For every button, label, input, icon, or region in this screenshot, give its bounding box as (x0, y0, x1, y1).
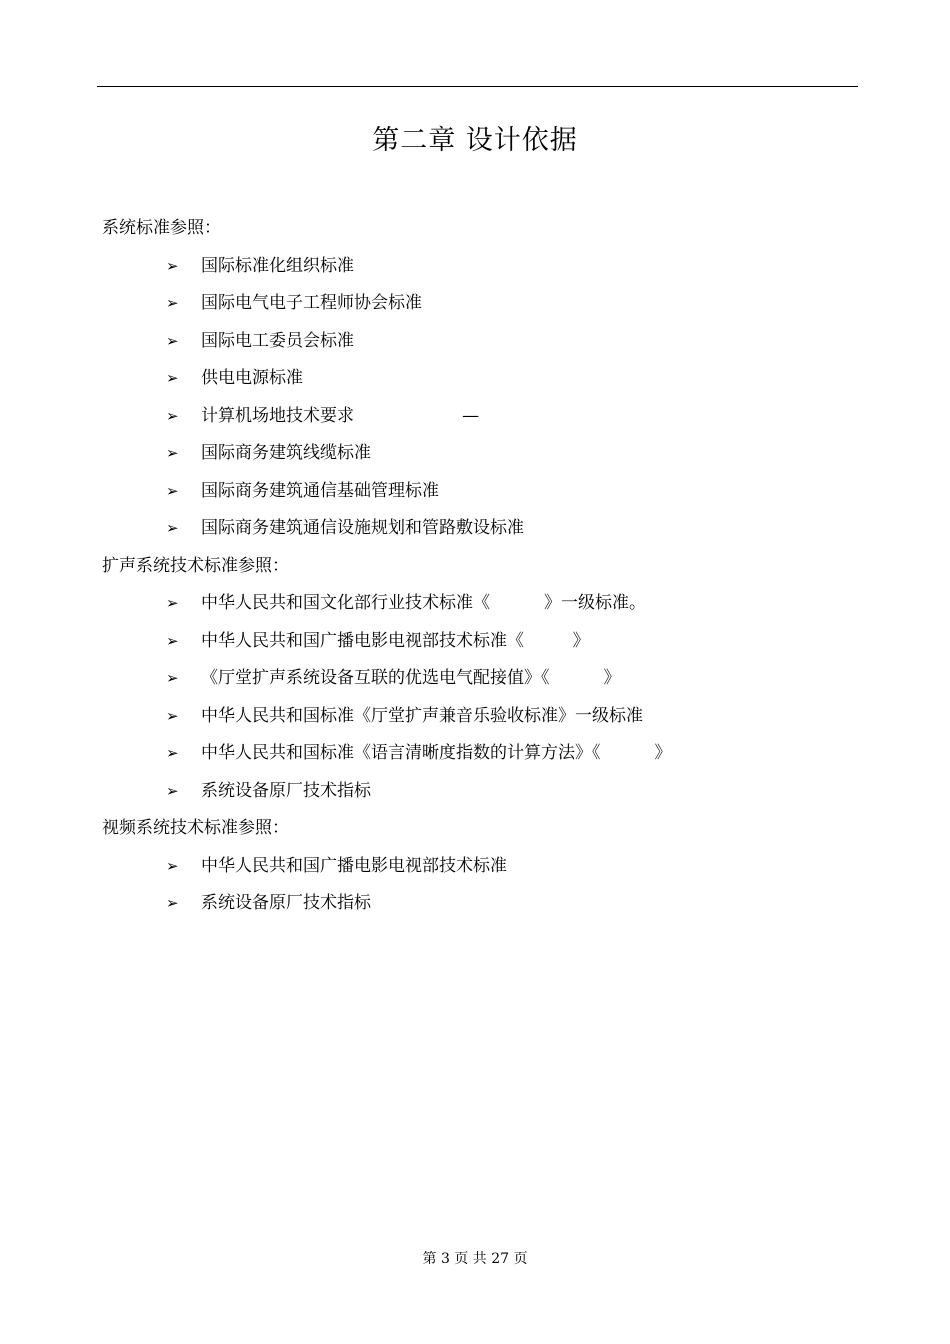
arrow-bullet-icon: ➢ (166, 706, 179, 725)
arrow-bullet-icon: ➢ (166, 406, 179, 425)
list-item-text: 中华人民共和国广播电影电视部技术标准 (201, 855, 507, 876)
list-item-text: 国际商务建筑通信设施规划和管路敷设标准 (201, 518, 524, 538)
list-item (102, 702, 862, 740)
list-item-text: 国际电气电子工程师协会标准 (201, 293, 422, 313)
arrow-bullet-icon: ➢ (166, 894, 179, 912)
list-item (102, 627, 862, 665)
list-item-text: 中华人民共和国标准《语言清晰度指数的计算方法》《 》 (201, 743, 672, 763)
list-item-text: 《厅堂扩声系统设备互联的优选电气配接值》《 》 (201, 668, 621, 688)
chapter-title: 第二章 设计依据 (372, 125, 578, 156)
list-item-text: 计算机场地技术要求 — (201, 405, 480, 426)
list-item-text: 供电电源标准 (201, 368, 303, 388)
list-item (102, 327, 862, 365)
section-heading-system-standards: 系统标准参照： (102, 218, 221, 238)
header-rule (97, 86, 858, 87)
list-item (102, 439, 862, 477)
list-item (102, 777, 862, 815)
list-item-text: 中华人民共和国广播电影电视部技术标准《 》 (201, 630, 590, 651)
arrow-bullet-icon: ➢ (166, 519, 179, 537)
arrow-bullet-icon: ➢ (166, 669, 179, 687)
section-heading-audio-standards: 扩声系统技术标准参照： (102, 555, 289, 576)
arrow-bullet-icon: ➢ (166, 294, 179, 312)
list-item-text: 中华人民共和国文化部行业技术标准《 》一级标准。 (201, 593, 647, 613)
page-footer: 第 3 页 共 27 页 (422, 1251, 528, 1267)
document-body (102, 214, 862, 927)
list-item (102, 402, 862, 440)
list-item (102, 252, 862, 290)
list-item-text: 中华人民共和国标准《厅堂扩声兼音乐验收标准》一级标准 (201, 705, 643, 726)
list-item-text: 系统设备原厂技术指标 (201, 780, 371, 801)
arrow-bullet-icon: ➢ (166, 631, 179, 650)
list-item (102, 852, 862, 890)
arrow-bullet-icon: ➢ (166, 256, 179, 275)
list-item-text: 系统设备原厂技术指标 (201, 893, 371, 913)
arrow-bullet-icon: ➢ (166, 444, 179, 462)
arrow-bullet-icon: ➢ (166, 856, 179, 875)
list-item (102, 889, 862, 927)
list-item (102, 364, 862, 402)
arrow-bullet-icon: ➢ (166, 744, 179, 762)
list-item (102, 589, 862, 627)
list-item (102, 514, 862, 552)
list-item (102, 289, 862, 327)
arrow-bullet-icon: ➢ (166, 369, 179, 387)
list-item-text: 国际标准化组织标准 (201, 255, 354, 276)
list-item (102, 664, 862, 702)
arrow-bullet-icon: ➢ (166, 481, 179, 500)
list-item (102, 739, 862, 777)
list-item-text: 国际商务建筑线缆标准 (201, 443, 371, 463)
list-item-text: 国际商务建筑通信基础管理标准 (201, 480, 439, 501)
section-heading-video-standards: 视频系统技术标准参照： (102, 818, 289, 838)
arrow-bullet-icon: ➢ (166, 594, 179, 612)
arrow-bullet-icon: ➢ (166, 331, 179, 350)
list-item-text: 国际电工委员会标准 (201, 330, 354, 351)
arrow-bullet-icon: ➢ (166, 781, 179, 800)
list-item (102, 477, 862, 515)
